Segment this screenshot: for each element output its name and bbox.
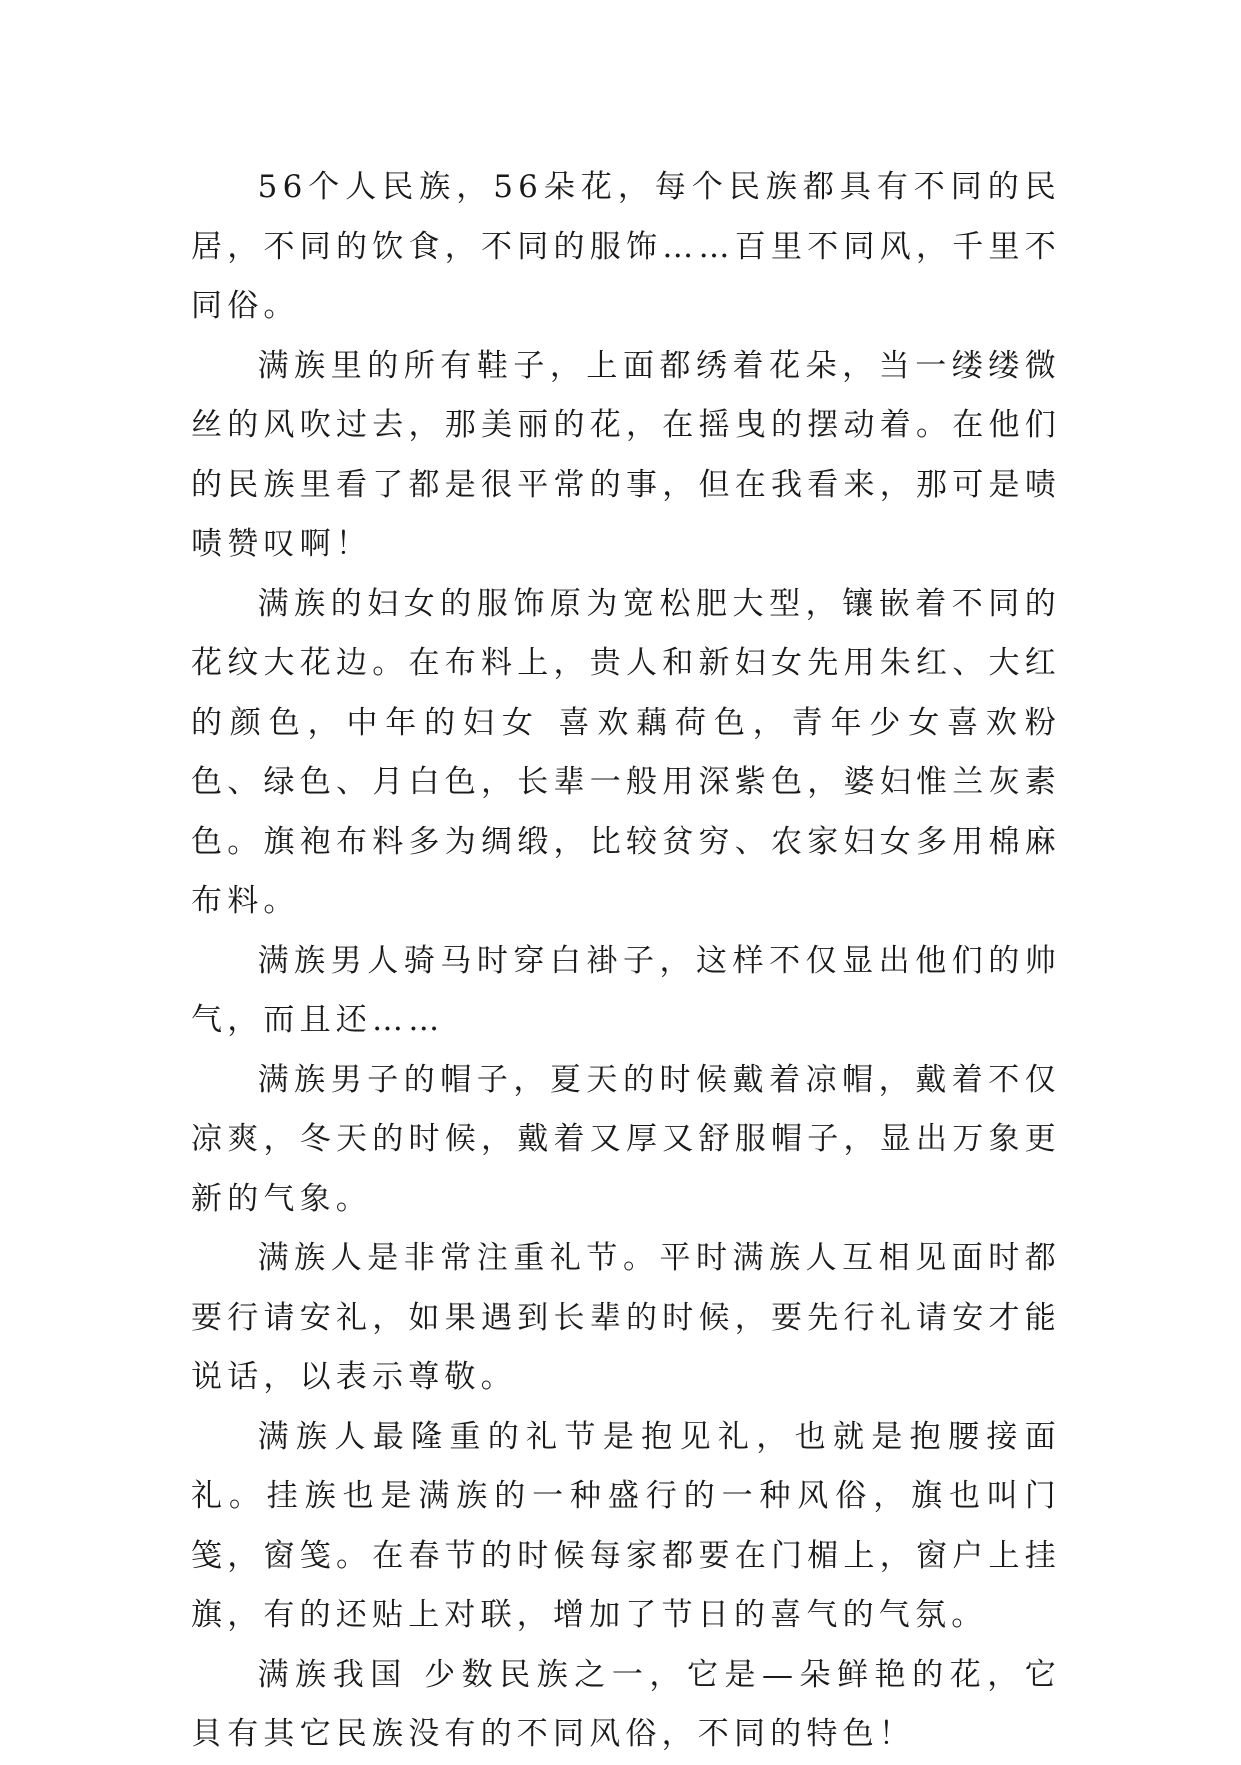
paragraph-3: 满族的妇女的服饰原为宽松肥大型，镶嵌着不同的花纹大花边。在布料上，贵人和新妇女先用朱红、大红的颜色，中年的妇女 喜欢藕荷色，青年少女喜欢粉色、绿色、月白色，长辈一般用深紫色，婆妇惟兰灰素色。旗袍布料多为绸缎，比较贫穷、农家妇女多用棉麻布料。	[191, 585, 1061, 919]
paragraph-5: 满族男子的帽子，夏天的时候戴着凉帽，戴着不仅凉爽，冬天的时候，戴着又厚又舒服帽子，显出万象更新的气象。	[191, 1061, 1061, 1217]
paragraph-6: 满族人是非常注重礼节。平时满族人互相见面时都要行请安礼，如果遇到长辈的时候，要先行礼请安才能说话，以表示尊敬。	[191, 1240, 1061, 1395]
paragraph-1: 56个人民族，56朵花，每个民族都具有不同的民居，不同的饮食，不同的服饰……百里不同风，千里不同俗。	[191, 169, 1061, 324]
paragraph-7: 满族人最隆重的礼节是抱见礼，也就是抱腰接面礼。挂族也是满族的一种盛行的一种风俗，旗也叫门笺，窗笺。在春节的时候每家都要在门楣上，窗户上挂旗，有的还贴上对联，增加了节日的喜气的气氛。	[191, 1418, 1061, 1633]
paragraph-2: 满族里的所有鞋子，上面都绣着花朵，当一缕缕微丝的风吹过去，那美丽的花，在摇曳的摆动着。在他们的民族里看了都是很平常的事，但在我看来，那可是啧啧赞叹啊！	[191, 347, 1061, 562]
paragraph-4: 满族男人骑马时穿白褂子，这样不仅显出他们的帅气，而且还……	[191, 942, 1061, 1038]
paragraph-8: 满族我国 少数民族之一，它是—朵鲜艳的花，它貝有其它民族没有的不同风俗，不同的特色！	[191, 1656, 1061, 1752]
document-body	[191, 158, 1061, 1765]
